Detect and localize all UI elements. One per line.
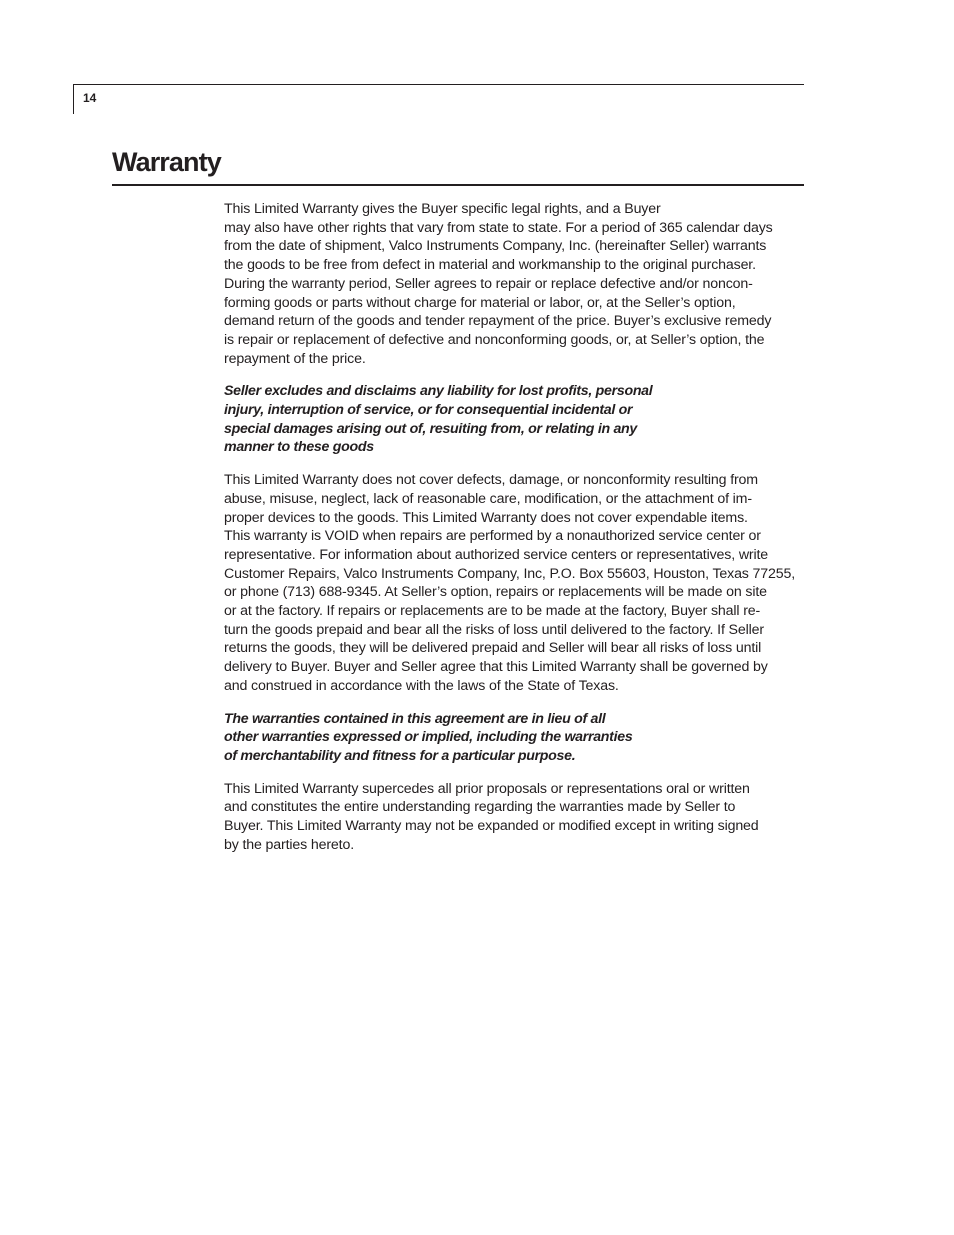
paragraph-line: returns the goods, they will be delivered prepaid and Seller will bear all risks of loss until bbox=[224, 640, 762, 657]
paragraph-line: from the date of shipment, Valco Instruments Company, Inc. (hereinafter Seller) warrants bbox=[224, 238, 767, 255]
paragraph-line: and construed in accordance with the laws of the State of Texas. bbox=[224, 677, 619, 694]
paragraph-line: of merchantability and fitness for a particular purpose. bbox=[224, 747, 576, 764]
disclaimer-paragraph bbox=[224, 710, 809, 766]
warranty-body bbox=[224, 200, 809, 869]
paragraph-line: by the parties hereto. bbox=[224, 836, 354, 853]
header-rule bbox=[73, 84, 804, 85]
page-title: Warranty bbox=[112, 147, 221, 177]
paragraph-line: special damages arising out of, resuiting from, or relating in any bbox=[224, 420, 638, 437]
paragraph-line: demand return of the goods and tender repayment of the price. Buyer’s exclusive remedy bbox=[224, 313, 772, 330]
paragraph-line: This Limited Warranty does not cover defects, damage, or nonconformity resulting from bbox=[224, 472, 758, 489]
paragraph-line: proper devices to the goods. This Limited Warranty does not cover expendable items. bbox=[224, 509, 748, 526]
disclaimer-paragraph bbox=[224, 382, 809, 457]
paragraph-line: The warranties contained in this agreement are in lieu of all bbox=[224, 710, 606, 727]
warranty-paragraph bbox=[224, 780, 809, 855]
warranty-paragraph bbox=[224, 200, 809, 368]
paragraph-line: abuse, misuse, neglect, lack of reasonable care, modification, or the attachment of im- bbox=[224, 490, 752, 507]
paragraph-line: manner to these goods bbox=[224, 439, 374, 456]
paragraph-line: This Limited Warranty supercedes all prior proposals or representations oral or written bbox=[224, 780, 750, 797]
paragraph-line: representative. For information about authorized service centers or representatives, write bbox=[224, 546, 769, 563]
paragraph-line: turn the goods prepaid and bear all the risks of loss until delivered to the factory. If Seller bbox=[224, 621, 764, 638]
paragraph-line: During the warranty period, Seller agrees to repair or replace defective and/or noncon- bbox=[224, 275, 753, 292]
warranty-paragraph bbox=[224, 471, 809, 695]
paragraph-line: This warranty is VOID when repairs are performed by a nonauthorized service center or bbox=[224, 528, 761, 545]
paragraph-line: Seller excludes and disclaims any liability for lost profits, personal bbox=[224, 383, 653, 400]
paragraph-line: injury, interruption of service, or for consequential incidental or bbox=[224, 402, 633, 419]
title-rule bbox=[112, 184, 804, 186]
header-tick bbox=[73, 84, 74, 114]
paragraph-line: Buyer. This Limited Warranty may not be expanded or modified except in writing signed bbox=[224, 818, 759, 835]
paragraph-line: the goods to be free from defect in material and workmanship to the original purchaser. bbox=[224, 257, 756, 274]
paragraph-line: repayment of the price. bbox=[224, 350, 366, 367]
paragraph-line: or at the factory. If repairs or replacements are to be made at the factory, Buyer shall re- bbox=[224, 603, 761, 620]
page-number: 14 bbox=[83, 91, 97, 105]
paragraph-line: or phone (713) 688-9345. At Seller’s option, repairs or replacements will be made on site bbox=[224, 584, 767, 601]
paragraph-line: other warranties expressed or implied, including the warranties bbox=[224, 729, 633, 746]
paragraph-line: and constitutes the entire understanding regarding the warranties made by Seller to bbox=[224, 799, 736, 816]
paragraph-line: forming goods or parts without charge for material or labor, or, at the Seller’s option, bbox=[224, 294, 736, 311]
paragraph-line: This Limited Warranty gives the Buyer specific legal rights, and a Buyer bbox=[224, 201, 661, 217]
paragraph-line: may also have other rights that vary from state to state. For a period of 365 calendar days bbox=[224, 219, 773, 236]
paragraph-line: Customer Repairs, Valco Instruments Company, Inc, P.O. Box 55603, Houston, Texas 77255, bbox=[224, 565, 796, 582]
paragraph-line: delivery to Buyer. Buyer and Seller agree that this Limited Warranty shall be governed by bbox=[224, 659, 768, 676]
paragraph-line: is repair or replacement of defective and nonconforming goods, or, at Seller’s option, the bbox=[224, 331, 765, 348]
